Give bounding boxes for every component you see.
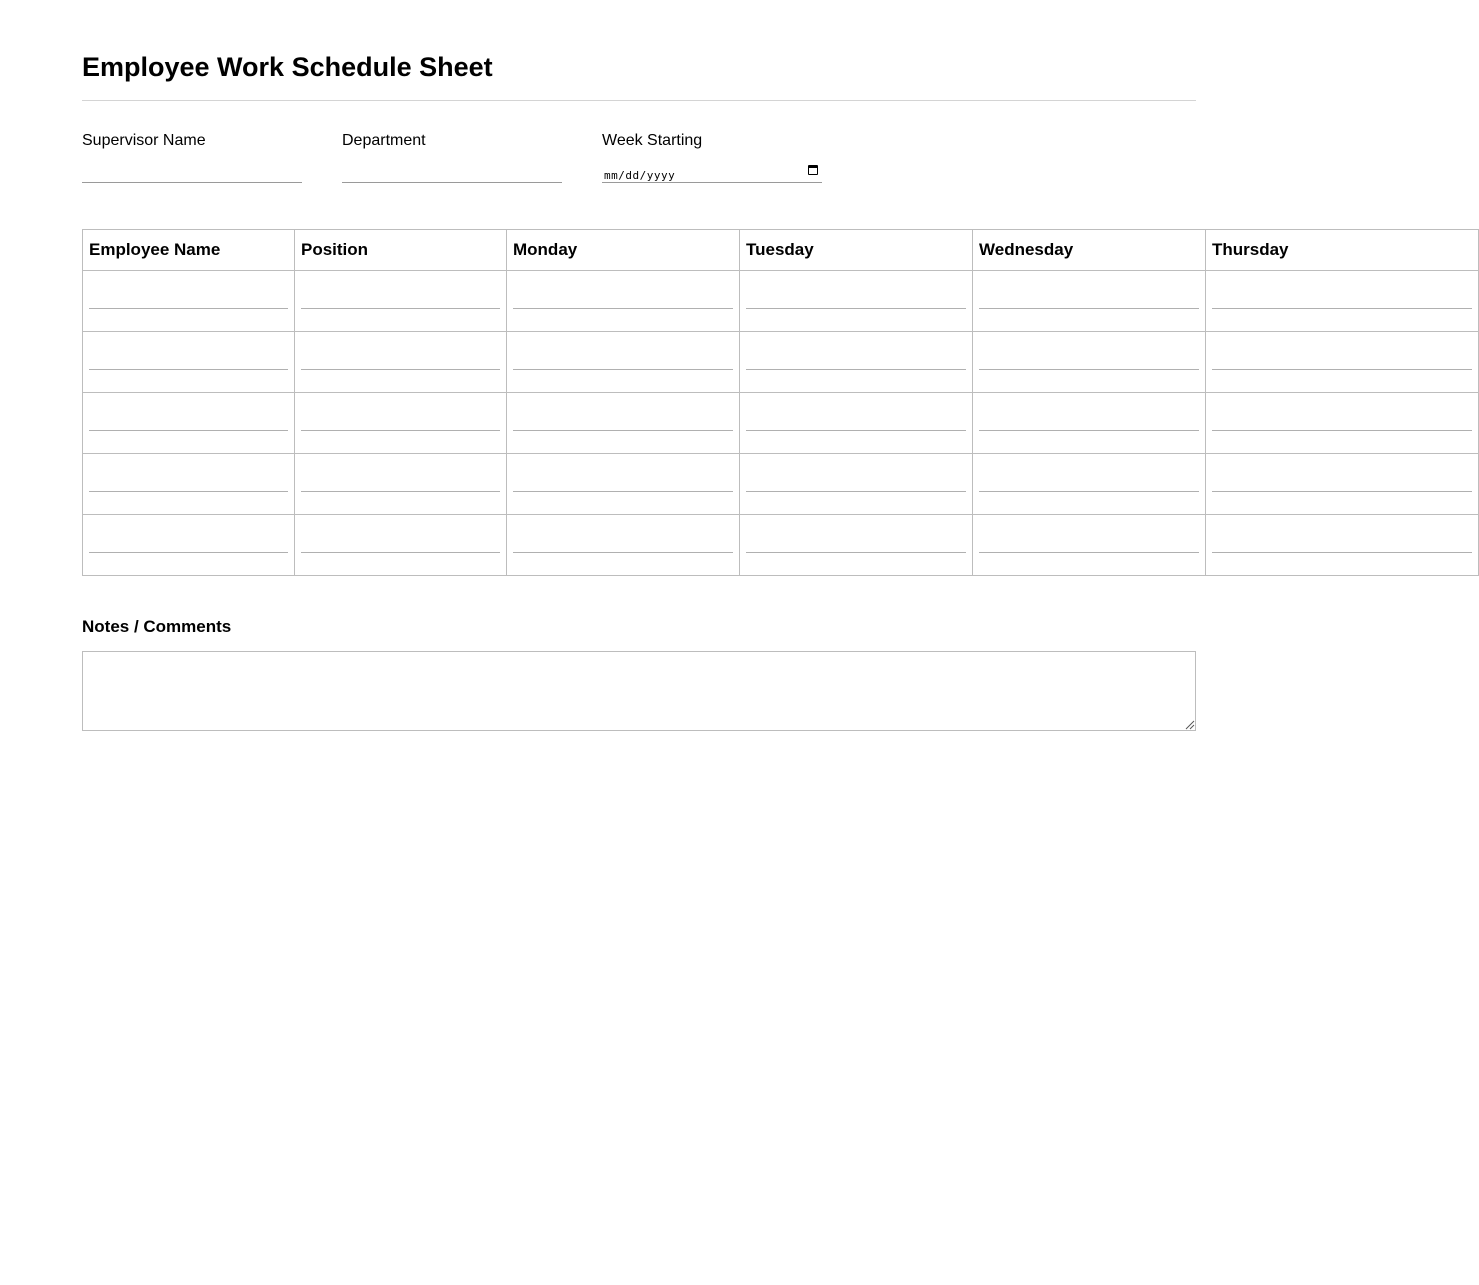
cell-input-wednesday[interactable] [979, 344, 1199, 370]
cell-input-wednesday[interactable] [979, 405, 1199, 431]
cell-input-position[interactable] [301, 405, 500, 431]
cell-underline [979, 491, 1199, 492]
table-cell [83, 393, 295, 454]
cell-input-thursday[interactable] [1212, 283, 1472, 309]
cell-underline [746, 491, 966, 492]
cell-input-position[interactable] [301, 527, 500, 553]
table-row [83, 393, 1479, 454]
department-input[interactable] [342, 157, 562, 183]
cell-input-employee-name[interactable] [89, 283, 288, 309]
week-starting-input[interactable] [602, 157, 822, 183]
table-cell [1206, 515, 1479, 576]
cell-input-monday[interactable] [513, 344, 733, 370]
cell-input-thursday[interactable] [1212, 405, 1472, 431]
cell-underline [746, 430, 966, 431]
cell-input-monday[interactable] [513, 283, 733, 309]
table-cell [83, 454, 295, 515]
cell-input-monday[interactable] [513, 466, 733, 492]
table-cell [507, 332, 740, 393]
cell-underline [979, 308, 1199, 309]
table-row [83, 454, 1479, 515]
cell-underline [301, 430, 500, 431]
table-cell [973, 271, 1206, 332]
column-header-monday: Monday [507, 230, 740, 271]
column-header-employee-name: Employee Name [83, 230, 295, 271]
cell-underline [746, 369, 966, 370]
table-cell [295, 515, 507, 576]
table-cell [1206, 454, 1479, 515]
table-cell [83, 332, 295, 393]
cell-input-tuesday[interactable] [746, 527, 966, 553]
table-cell [83, 271, 295, 332]
week-starting-placeholder: mm/dd/yyyy [604, 169, 676, 182]
cell-input-tuesday[interactable] [746, 283, 966, 309]
cell-underline [1212, 369, 1472, 370]
schedule-body [83, 271, 1479, 576]
supervisor-input[interactable] [82, 157, 302, 183]
cell-input-wednesday[interactable] [979, 527, 1199, 553]
table-row [83, 332, 1479, 393]
cell-underline [1212, 308, 1472, 309]
table-cell [973, 515, 1206, 576]
cell-input-tuesday[interactable] [746, 344, 966, 370]
cell-underline [1212, 491, 1472, 492]
cell-underline [89, 491, 288, 492]
table-cell [1206, 271, 1479, 332]
title-divider [82, 100, 1196, 101]
supervisor-field [82, 131, 302, 151]
cell-underline [979, 369, 1199, 370]
cell-input-position[interactable] [301, 466, 500, 492]
cell-input-employee-name[interactable] [89, 405, 288, 431]
cell-underline [301, 552, 500, 553]
table-row [83, 515, 1479, 576]
column-header-position: Position [295, 230, 507, 271]
cell-input-tuesday[interactable] [746, 405, 966, 431]
cell-input-thursday[interactable] [1212, 344, 1472, 370]
table-cell [507, 271, 740, 332]
cell-underline [746, 308, 966, 309]
cell-underline [301, 491, 500, 492]
cell-input-tuesday[interactable] [746, 466, 966, 492]
cell-underline [89, 308, 288, 309]
cell-underline [746, 552, 966, 553]
cell-underline [513, 552, 733, 553]
table-cell [295, 332, 507, 393]
cell-underline [1212, 430, 1472, 431]
table-cell [83, 515, 295, 576]
week-starting-label: Week Starting [602, 132, 703, 149]
table-cell [295, 271, 507, 332]
cell-input-monday[interactable] [513, 527, 733, 553]
department-label: Department [342, 132, 426, 149]
table-cell [507, 454, 740, 515]
cell-input-employee-name[interactable] [89, 466, 288, 492]
cell-input-position[interactable] [301, 344, 500, 370]
cell-underline [979, 552, 1199, 553]
cell-underline [301, 369, 500, 370]
column-header-wednesday: Wednesday [973, 230, 1206, 271]
header-row [83, 230, 1479, 271]
cell-underline [513, 491, 733, 492]
page-title: Employee Work Schedule Sheet [82, 52, 493, 82]
column-header-thursday: Thursday [1206, 230, 1479, 271]
table-cell [973, 393, 1206, 454]
cell-underline [1212, 552, 1472, 553]
column-header-tuesday: Tuesday [740, 230, 973, 271]
table-cell [507, 515, 740, 576]
resize-grip-icon[interactable] [1184, 719, 1194, 729]
cell-input-wednesday[interactable] [979, 466, 1199, 492]
cell-underline [513, 369, 733, 370]
cell-input-position[interactable] [301, 283, 500, 309]
table-cell [1206, 393, 1479, 454]
table-cell [295, 393, 507, 454]
table-cell [973, 454, 1206, 515]
cell-input-wednesday[interactable] [979, 283, 1199, 309]
table-cell [740, 515, 973, 576]
schedule-table-container [82, 229, 1289, 576]
cell-input-monday[interactable] [513, 405, 733, 431]
cell-underline [301, 308, 500, 309]
calendar-icon[interactable] [808, 165, 818, 175]
table-cell [740, 454, 973, 515]
cell-underline [89, 430, 288, 431]
cell-underline [89, 552, 288, 553]
table-cell [295, 454, 507, 515]
cell-input-employee-name[interactable] [89, 344, 288, 370]
week-starting-field [602, 131, 822, 182]
notes-heading: Notes / Comments [82, 617, 232, 636]
cell-underline [513, 308, 733, 309]
cell-input-thursday[interactable] [1212, 466, 1472, 492]
department-field [342, 131, 562, 151]
supervisor-label: Supervisor Name [82, 132, 206, 149]
cell-input-thursday[interactable] [1212, 527, 1472, 553]
table-cell [740, 393, 973, 454]
table-cell [740, 332, 973, 393]
table-cell [1206, 332, 1479, 393]
table-cell [973, 332, 1206, 393]
schedule-table [82, 229, 1479, 576]
cell-underline [979, 430, 1199, 431]
cell-underline [513, 430, 733, 431]
table-row [83, 271, 1479, 332]
notes-textarea[interactable] [82, 651, 1196, 731]
cell-input-employee-name[interactable] [89, 527, 288, 553]
table-cell [507, 393, 740, 454]
cell-underline [89, 369, 288, 370]
table-cell [740, 271, 973, 332]
